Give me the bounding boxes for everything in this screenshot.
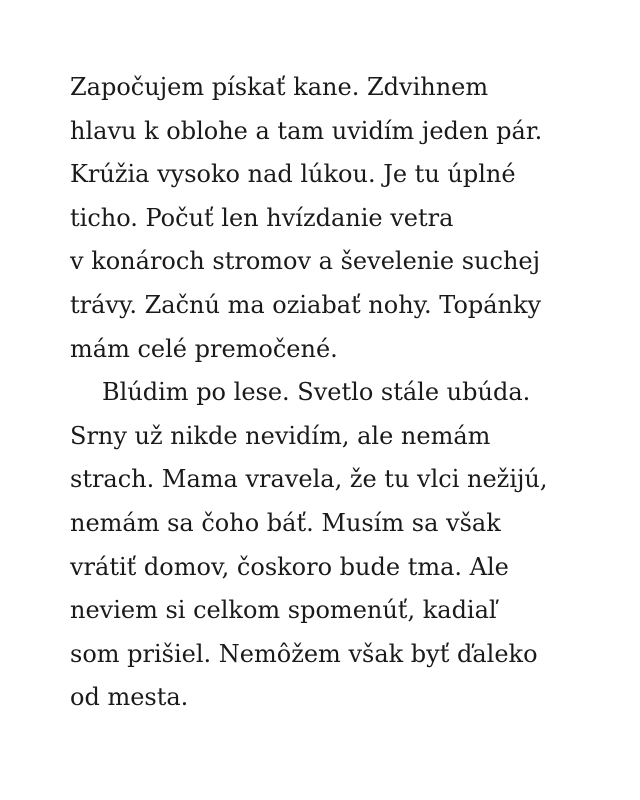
paragraph-2 [70,371,590,720]
text-line: som prišiel. Nemôžem však byť ďaleko [70,639,538,668]
text-line: od mesta. [70,683,189,712]
text-line: neviem si celkom spomenúť, kadiaľ [70,596,497,625]
text-line: hlavu k oblohe a tam uvidím jeden pár. [70,116,543,145]
text-line: vrátiť domov, čoskoro bude tma. Ale [70,552,509,581]
body-text [70,66,590,720]
text-line: strach. Mama vravela, že tu vlci nežijú, [70,465,548,494]
text-line: trávy. Začnú ma oziabať nohy. Topánky [70,290,542,319]
text-line: Započujem pískať kane. Zdvihnem [70,73,489,101]
text-line: ticho. Počuť len hvízdanie vetra [70,203,454,232]
text-line: Blúdim po lese. Svetlo stále ubúda. [102,378,531,407]
text-line: mám celé premočené. [70,334,338,363]
text-line: v konároch stromov a ševelenie suchej [70,247,541,276]
paragraph-1 [70,66,590,371]
text-line: nemám sa čoho báť. Musím sa však [70,508,501,537]
text-line: Srny už nikde nevidím, ale nemám [70,421,491,450]
text-line: Krúžia vysoko nad lúkou. Je tu úplné [70,160,516,189]
